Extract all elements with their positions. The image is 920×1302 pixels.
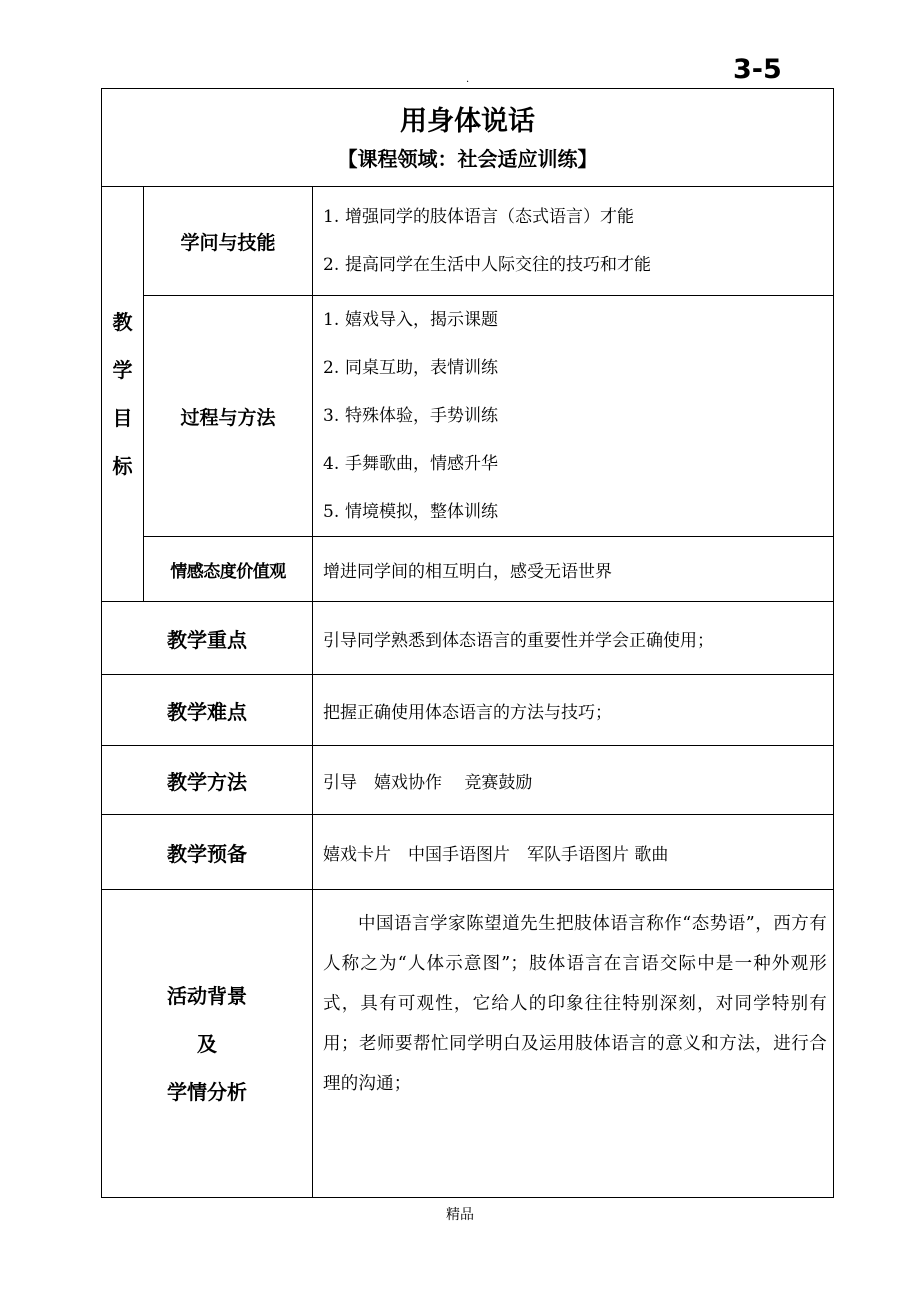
method-label: 教学方法 xyxy=(102,746,313,815)
difficulty-row xyxy=(102,675,834,746)
preparation-content: 嬉戏卡片 中国手语图片 军队手语图片 歌曲 xyxy=(313,815,834,890)
emotion-row xyxy=(102,537,834,602)
objectives-group-label: 教 学 目 标 xyxy=(102,187,144,602)
difficulty-label: 教学难点 xyxy=(102,675,313,746)
key-point-content: 引导同学熟悉到体态语言的重要性并学会正确使用； xyxy=(313,602,834,675)
list-item: 3. 特殊体验，手势训练 xyxy=(323,406,498,426)
preparation-label: 教学预备 xyxy=(102,815,313,890)
emotion-content: 增进同学间的相互明白，感受无语世界 xyxy=(313,537,834,602)
difficulty-content: 把握正确使用体态语言的方法与技巧； xyxy=(313,675,834,746)
background-content xyxy=(313,890,834,1198)
knowledge-row xyxy=(102,187,834,296)
footer-mark: 精品 xyxy=(446,1207,474,1223)
page-code: 3-5 xyxy=(733,54,782,85)
background-paragraph: 中国语言学家陈望道先生把肢体语言称作“态势语”，西方有人称之为“人体示意图”；肢体语言在言语交际中是一种外观形式，具有可观性，它给人的印象往往特别深刻，对同学特别有用；老师要帮忙同学明白及运用肢体语言的意义和方法，进行合理的沟通； xyxy=(323,914,827,1094)
process-label: 过程与方法 xyxy=(144,296,313,537)
key-point-row xyxy=(102,602,834,675)
lesson-plan-table xyxy=(101,88,834,1198)
preparation-row xyxy=(102,815,834,890)
key-point-label: 教学重点 xyxy=(102,602,313,675)
list-item: 1. 增强同学的肢体语言（态式语言）才能 xyxy=(323,207,634,227)
process-row xyxy=(102,296,834,537)
list-item: 2. 提高同学在生活中人际交往的技巧和才能 xyxy=(323,255,651,275)
background-label: 活动背景 及 学情分析 xyxy=(102,890,313,1198)
course-domain: 【课程领域：社会适应训练】 xyxy=(337,146,598,171)
list-item: 2. 同桌互助，表情训练 xyxy=(323,358,498,378)
method-row xyxy=(102,746,834,815)
header-row xyxy=(102,89,834,187)
knowledge-content xyxy=(313,187,834,296)
method-content: 引导 嬉戏协作 竞赛鼓励 xyxy=(313,746,834,815)
list-item: 1. 嬉戏导入，揭示课题 xyxy=(323,310,498,330)
header-cell xyxy=(102,89,834,187)
background-row xyxy=(102,890,834,1198)
process-content xyxy=(313,296,834,537)
top-mark: . xyxy=(466,74,470,85)
knowledge-label: 学问与技能 xyxy=(144,187,313,296)
emotion-label: 情感态度价值观 xyxy=(144,537,313,602)
list-item: 4. 手舞歌曲，情感升华 xyxy=(323,454,498,474)
list-item: 5. 情境模拟，整体训练 xyxy=(323,502,498,522)
page-title: 用身体说话 xyxy=(400,105,535,137)
